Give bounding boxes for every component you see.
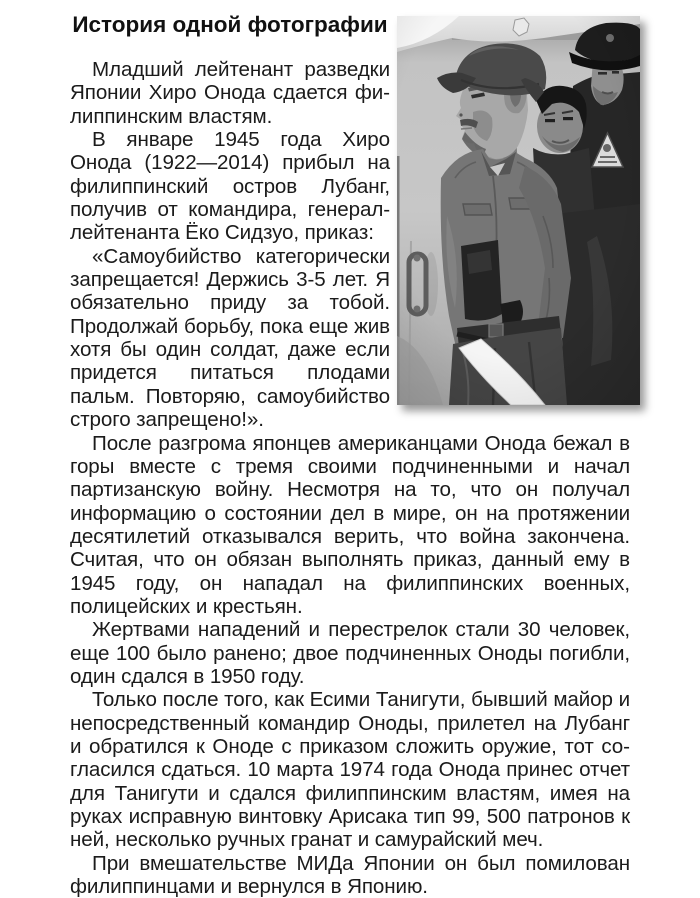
- paragraph-casualties: Жертвами нападений и перестрелок стали 30 человек, еще 100 было ранено; двое подчиненных Оноды погибли, один сдался в 1950 году.: [70, 618, 630, 688]
- paragraph-arrival: В январе 1945 года Хиро Онода (1922—2014) прибыл на филиппинский остров Лубанг, получив от командира, генерал-лейтенанта Ёко Сидзуо, приказ:: [70, 128, 390, 245]
- page-title: История одной фотографии: [72, 12, 388, 37]
- paragraph-surrender: Только после того, как Есими Танигути, бывший майор и непосредственный командир Оноды, прилетел на Лубанг и обратился к Оноде с приказом сложить оружие, тот согласился сдаться. 10 марта 1974 года Онода принес отчет для Танигути и сдался филиппинским властям, имея на руках исправную винтовку Арисака тип 99, 500 патронов к ней, несколько ручных гранат и самурайский меч.: [70, 688, 630, 852]
- paragraph-lead: Младший лейтенант разведки Японии Хиро Онода сдается филиппинским властям.: [70, 58, 390, 128]
- onoda-photo: [397, 16, 640, 405]
- paragraph-order-quote: «Самоубийство категорически запрещается! Держись 3-5 лет. Я обязательно приду за тобой. Продолжай борьбу, пока еще жив хотя бы один солдат, даже если придется питаться плодами пальм. Повторяю, самоубийство строго запрещено!».: [70, 244, 390, 432]
- paragraph-pardon: При вмешательстве МИДа Японии он был помилован филиппинцами и вернулся в Японию.: [70, 851, 630, 898]
- article: [70, 13, 630, 898]
- onoda-photo-figure: [397, 16, 640, 405]
- paragraph-guerrilla-war: После разгрома японцев американцами Онода бежал в горы вместе с тремя своими подчиненными и начал партизанскую войну. Несмотря на то, что он получал информацию о состоянии дел в мире, он на протяжении десятилетий отказывался верить, что война закончена. Считая, что он обязан выполнять приказ, данный ему в 1945 году, он нападал на филиппинских военных, полицейских и крестьян.: [70, 431, 630, 618]
